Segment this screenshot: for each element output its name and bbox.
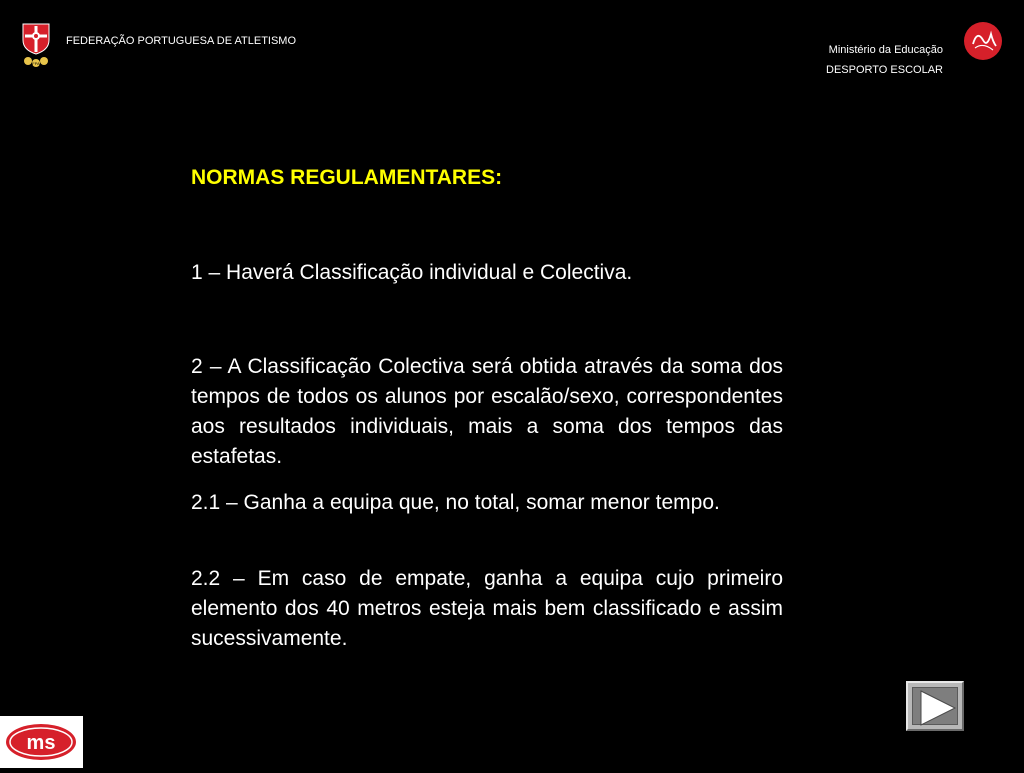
fpa-logo [18, 20, 54, 70]
play-triangle-icon [913, 688, 961, 728]
rule-paragraph-1: 1 – Haverá Classificação individual e Colectiva. [191, 261, 633, 284]
ministry-label: Ministério da Educação [828, 44, 943, 56]
ms-logo [0, 716, 83, 768]
rule-paragraph-2-1: 2.1 – Ganha a equipa que, no total, somar menor tempo. [191, 491, 720, 514]
ms-logo-letters: ms [26, 732, 56, 754]
ms-logo-graphic [0, 716, 83, 768]
desporto-escolar-logo [963, 20, 1003, 62]
next-slide-button[interactable] [906, 681, 964, 731]
fpa-logo-letters: FPA [32, 61, 40, 66]
desporto-escolar-label: DESPORTO ESCOLAR [826, 64, 943, 76]
slide-content [191, 166, 783, 650]
slide-title: NORMAS REGULAMENTARES: [191, 166, 503, 189]
organization-name: FEDERAÇÃO PORTUGUESA DE ATLETISMO [66, 35, 297, 47]
next-slide-button-face [912, 687, 958, 725]
rule-paragraph-2-2: 2.2 – Em caso de empate, ganha a equipa cujo primeiro elemento dos 40 metros esteja mais bem classificado e assim sucessivamente. [191, 567, 783, 650]
rule-paragraph-2: 2 – A Classificação Colectiva será obtida através da soma dos tempos de todos os alunos por escalão/sexo, correspondentes aos resultados individuais, mais a soma dos tempos das estafetas. [191, 355, 783, 468]
